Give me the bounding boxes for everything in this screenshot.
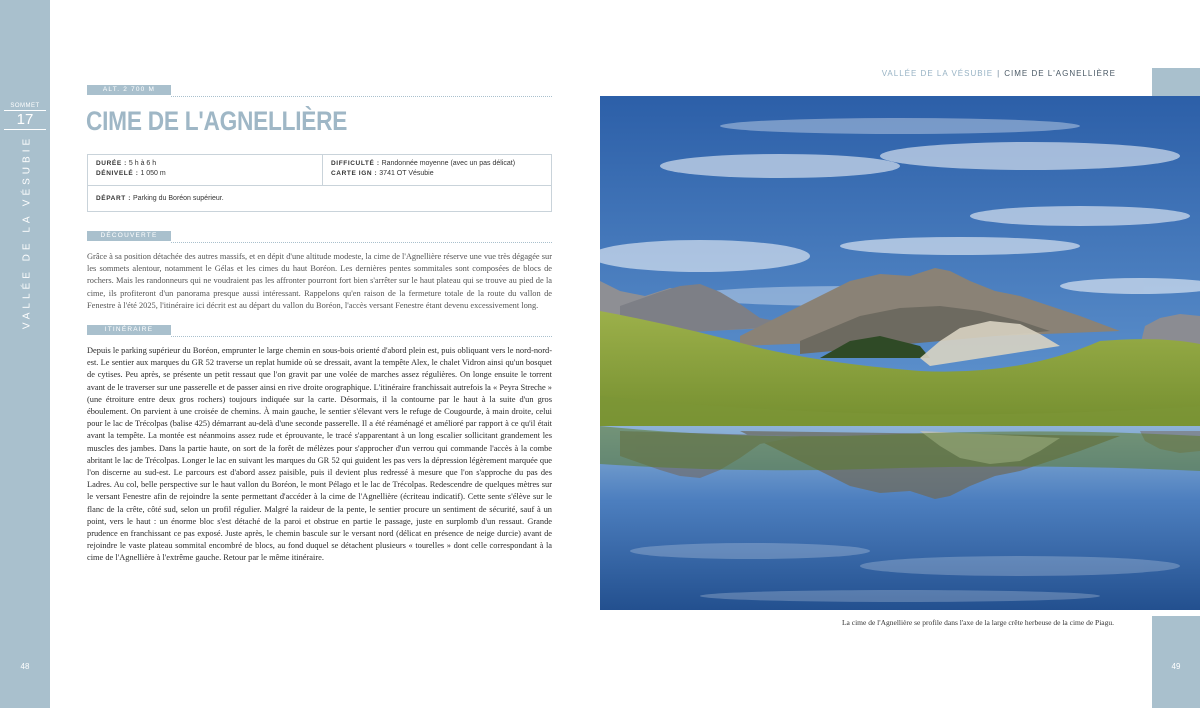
difficulte-value: Randonnée moyenne (avec un pas délicat) <box>381 160 516 167</box>
carte-value: 3741 OT Vésubie <box>379 170 434 177</box>
mountain-lake-illustration <box>600 96 1200 610</box>
itineraire-paragraph: Depuis le parking supérieur du Boréon, emprunter le large chemin en sous-bois orienté d'abord plein est, puis obliquant vers le nord-nord-est. Le sentier aux marques du GR 52 traverse un replat humide où se dressait, avant la tempête Alex, le chalet Vidron ainsi qu'un bosquet de cytises. Peu après, se présente un petit ressaut que l'on gravit par une volée de marches assez régulières. On longe ensuite le torrent avant de le traverser sur une passerelle et de passer ainsi en rive droite orographique. L'itinéraire franchissait autrefois la « Peyra Streche » (une étroiture entre deux gros rochers) toujours indiquée sur la carte. Désormais, il la contourne par le haut à la suite d'un gros éboulement. On parvient à une croisée de chemins. À main gauche, le sentier s'élevant vers le refuge de Cougourde, à main droite, celui pour le lac de Trécolpas (balise 425) démarrant au-delà d'une seconde passerelle. Il a été réaménagé et amélioré par rapport à ce qu'il était avant la tempête. La montée est néanmoins assez rude et éprouvante, le tracé s'apparentant à un long escalier sollicitant grandement les muscles des jambes. Dans la partie haute, on sort de la forêt de mélèzes pour s'approcher d'un verrou qui commande l'accès à la combe abritant le lac de Trécolpas. Longer le lac en suivant les marques du GR 52 qui guident les pas vers la dépression légèrement marquée que l'on discerne au sud-est. Le parcours est d'abord assez paisible, puis il devient plus redressé à mesure que l'on s'approche du pas des Ladres. Au col, belle perspective sur le haut vallon du Boréon, le mont Pélago et le lac de Trécolpas. Redescendre de quelques mètres sur le versant Fenestre afin de rejoindre la sente permettant d'accéder à la cime de l'Agnellière (écriteau indicatif). Cette sente s'élève sur le flanc de la crête, côté sud, selon un profil régulier. Malgré la raideur de la pente, le sentier procure un sentiment de sécurité, sauf à un point, vers le haut : un énorme bloc s'est détaché de la paroi et obstrue en partie le passage, juste en surplomb d'un ressaut. Grande prudence en franchissant ce pas exposé. Juste après, le chemin bascule sur le versant nord (délicat en présence de neige durcie) avant de rejoindre le vaste plateau sommital encombré de blocs, au fond duquel se détachent plusieurs « tourelles » dont celle correspondant à la cime de l'Agnellière à l'extrême gauche. Retour par le même itinéraire. <box>87 346 552 563</box>
difficulte-row <box>331 159 515 169</box>
altitude-tag: ALT. 2 700 M <box>87 85 171 95</box>
page-title: CIME DE L'AGNELLIÈRE <box>86 106 348 136</box>
sommet-rule-bottom <box>4 129 46 130</box>
info-box <box>87 154 552 212</box>
carte-label: CARTE IGN : <box>331 170 378 177</box>
photo-caption: La cime de l'Agnellière se profile dans l'axe de la large crête herbeuse de la cime de Piagu. <box>841 618 1114 627</box>
info-divider-vertical <box>322 155 323 185</box>
carte-row <box>331 169 434 179</box>
duree-label: DURÉE : <box>96 160 127 167</box>
running-head <box>880 69 1116 78</box>
page-number-right: 49 <box>1171 662 1181 671</box>
denivele-label: DÉNIVELÉ : <box>96 170 139 177</box>
page-number-left: 48 <box>20 662 30 671</box>
decouverte-tag: DÉCOUVERTE <box>87 231 171 241</box>
difficulte-label: DIFFICULTÉ : <box>331 160 380 167</box>
running-head-separator: | <box>997 69 1001 78</box>
denivele-value: 1 050 m <box>140 170 166 177</box>
denivele-row <box>96 169 166 179</box>
itineraire-tag: ITINÉRAIRE <box>87 325 171 335</box>
altitude-dotted-rule <box>171 96 552 97</box>
itineraire-dotted-rule <box>171 336 552 337</box>
right-margin-top-white <box>1152 0 1200 68</box>
running-head-title: CIME DE L'AGNELLIÈRE <box>1004 69 1116 78</box>
duree-value: 5 h à 6 h <box>128 160 157 167</box>
sommet-number: 17 <box>16 111 34 128</box>
depart-value: Parking du Boréon supérieur. <box>132 195 224 202</box>
depart-label: DÉPART : <box>96 195 132 202</box>
depart-row <box>96 194 224 204</box>
running-head-section: VALLÉE DE LA VÉSUBIE <box>881 69 994 78</box>
duree-row <box>96 159 156 169</box>
mountain-lake-photo <box>600 96 1200 610</box>
sommet-label: SOMMET <box>10 103 40 109</box>
decouverte-paragraph: Grâce à sa position détachée des autres massifs, et en dépit d'une altitude modeste, la cime de l'Agnellière réserve une vue très dégagée sur les sommets alentour, notamment le Gélas et les cimes du haut Boréon. Les dernières pentes sommitales sont composées de blocs de rochers. Mais les randonneurs qui ne voudraient pas les affronter pourront fort bien s'arrêter sur le haut plateau qui se trouve au pied de la cime, ils profiteront d'un panorama presque aussi intéressant. Rappelons qu'en raison de la fermeture totale de la route du vallon de Fenestre à l'été 2025, l'itinéraire ici décrit est au départ du vallon du Boréon, l'accès versant Fenestre étant devenu excessivement long. <box>87 252 552 310</box>
info-divider-horizontal <box>88 185 551 186</box>
right-margin-gap <box>1152 610 1200 616</box>
vertical-section-title: VALLÉE DE LA VÉSUBIE <box>21 134 33 330</box>
decouverte-dotted-rule <box>171 242 552 243</box>
